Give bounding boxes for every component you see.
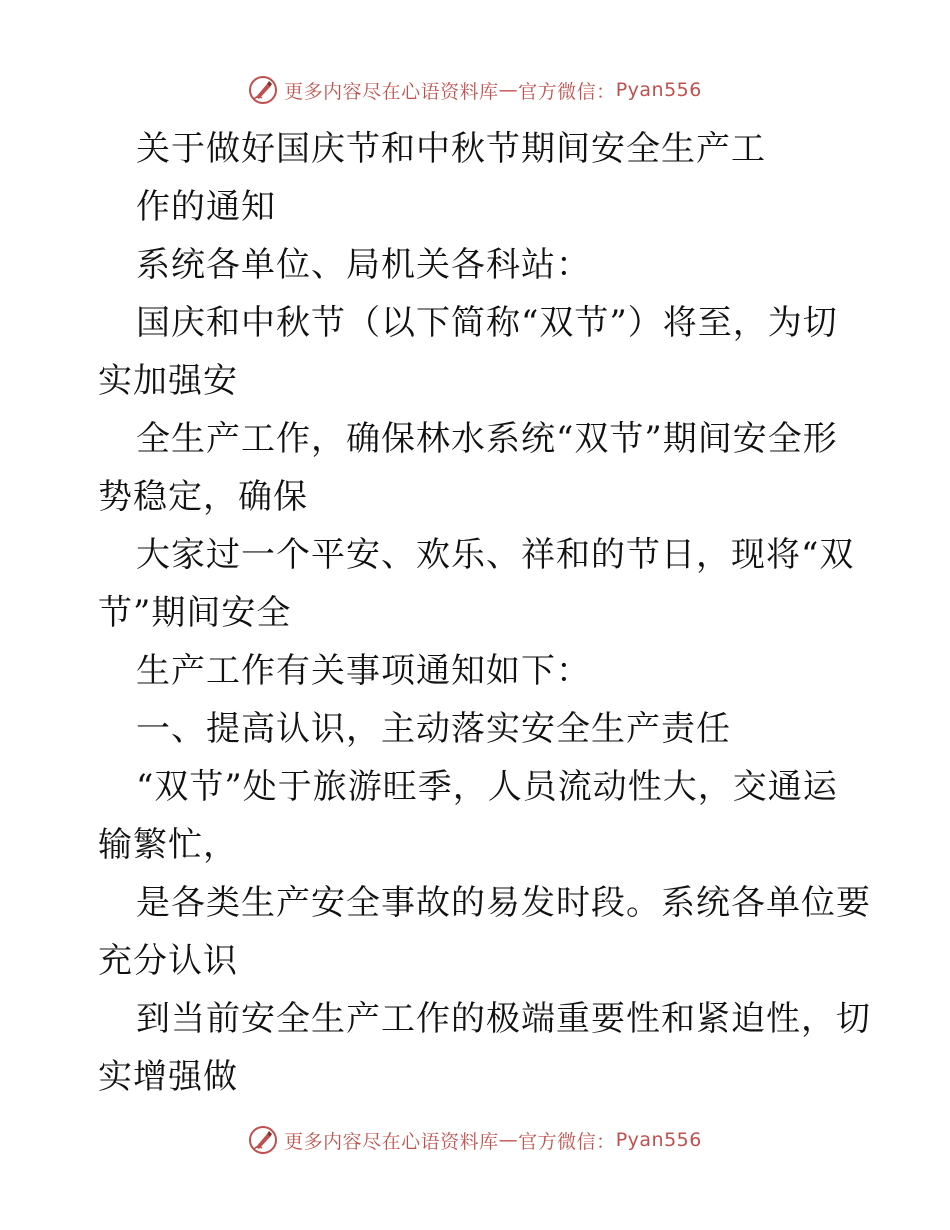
paragraph-line: 到当前安全生产工作的极端重要性和紧迫性，切 — [136, 999, 871, 1039]
pen-logo-icon — [248, 75, 278, 105]
banner-wechat-label: 官方微信： — [518, 80, 616, 103]
banner-brand: 更多内容尽在心语资料库 — [284, 1130, 499, 1153]
paragraph-line: 是各类生产安全事故的易发时段。系统各单位要 — [136, 883, 871, 923]
document-body — [98, 120, 871, 1106]
paragraph-line: 输繁忙， — [98, 825, 238, 865]
banner-separator: — — [498, 1129, 519, 1151]
banner-wechat-label: 官方微信： — [518, 1130, 616, 1153]
section-heading-1: 一、提高认识，主动落实安全生产责任 — [136, 709, 731, 749]
pen-logo-icon — [248, 1125, 278, 1155]
paragraph-line: 实增强做 — [98, 1057, 238, 1097]
paragraph-line: 节”期间安全 — [98, 593, 292, 633]
title-line-1: 关于做好国庆节和中秋节期间安全生产工 — [136, 129, 766, 169]
paragraph-line: 全生产工作，确保林水系统“双节”期间安全形 — [136, 419, 838, 459]
banner-brand: 更多内容尽在心语资料库 — [284, 80, 499, 103]
paragraph-line: 大家过一个平安、欢乐、祥和的节日，现将“双 — [136, 535, 855, 575]
footer-banner — [0, 1120, 950, 1160]
paragraph-line: 势稳定，确保 — [98, 477, 308, 517]
banner-separator: — — [498, 79, 519, 101]
paragraph-line: “双节”处于旅游旺季，人员流动性大，交通运 — [136, 767, 838, 807]
paragraph-line: 充分认识 — [98, 941, 238, 981]
banner-wechat-id: Pyan556 — [615, 1129, 702, 1151]
paragraph-line: 生产工作有关事项通知如下： — [136, 651, 591, 691]
paragraph-line: 国庆和中秋节（以下简称“双节”）将至，为切 — [136, 303, 838, 343]
title-line-2: 作的通知 — [136, 187, 276, 227]
banner-wechat-id: Pyan556 — [615, 79, 702, 101]
addressee-line: 系统各单位、局机关各科站： — [136, 245, 591, 285]
header-banner — [0, 70, 950, 110]
paragraph-line: 实加强安 — [98, 361, 238, 401]
